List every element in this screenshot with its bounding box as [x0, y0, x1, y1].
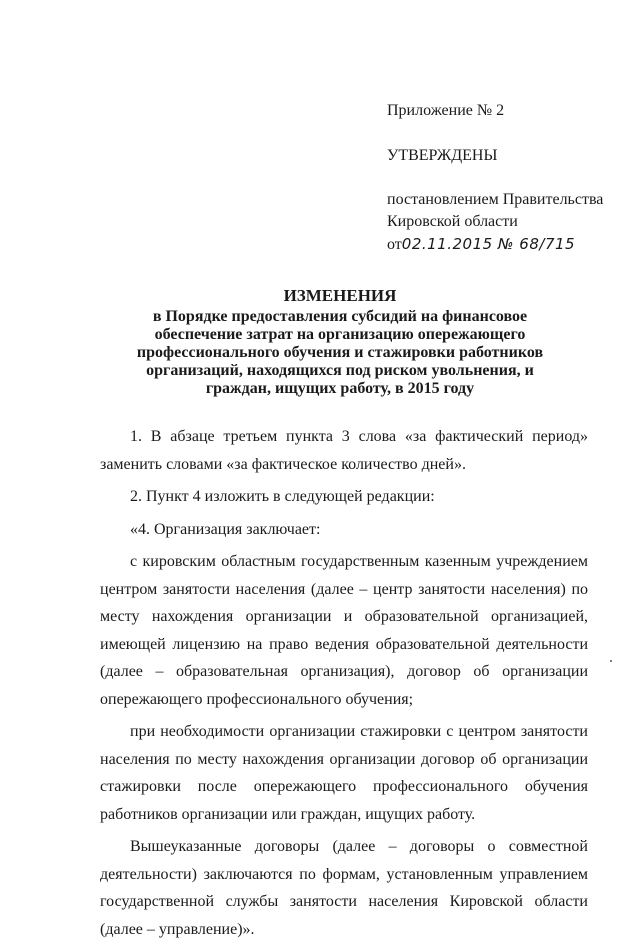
- paragraph-4: с кировским областным государственным казенным учреждением центром занятости населения (далее – центр занятости населения) по месту нахождения организации и образовательной организацией, имеющей лицензию на право ведения образовательной деятельности (далее – образовательная организация), договор об организации опережающего профессионального обучения;: [100, 553, 588, 708]
- approval-line-1: постановлением Правительства: [387, 191, 604, 208]
- paragraph-2: 2. Пункт 4 изложить в следующей редакции:: [130, 488, 435, 505]
- paragraph-1: 1. В абзаце третьем пункта 3 слова «за фактический период» заменить словами «за фактическое количество дней».: [100, 428, 588, 473]
- title-line-5: граждан, ищущих работу, в 2015 году: [205, 380, 475, 397]
- approval-block: [387, 100, 603, 256]
- paragraph-3: «4. Организация заключает:: [130, 520, 321, 538]
- title-line-1: в Порядке предоставления субсидий на финансовое: [152, 308, 528, 325]
- date-prefix: от: [387, 236, 402, 253]
- paragraph-6: Вышеуказанные договоры (далее – договоры о совместной деятельности) заключаются по формам, установленным управлением государственной службы занятости населения Кировской области (далее – управление)».: [100, 838, 588, 938]
- handwritten-date-number: 02.11.2015 № 68/715: [401, 235, 576, 253]
- scan-speck: [610, 660, 612, 662]
- paragraph-5: при необходимости организации стажировки с центром занятости населения по месту нахождения организации договор об организации стажировки после опережающего профессионального обучения работников организации или граждан, ищущих работу.: [100, 723, 588, 823]
- approval-line-2: Кировской области: [387, 213, 518, 230]
- title-line-2: обеспечение затрат на организацию опережающего: [154, 326, 526, 343]
- document-body: [100, 423, 588, 948]
- title-main: ИЗМЕНЕНИЯ: [283, 286, 397, 305]
- approval-date: [387, 233, 603, 256]
- approved-label: УТВЕРЖДЕНЫ: [387, 147, 498, 164]
- appendix-label: Приложение № 2: [387, 102, 505, 119]
- title-line-3: профессионального обучения и стажировки работников: [136, 344, 544, 361]
- title-line-4: организаций, находящихся под риском увольнения, и: [146, 362, 534, 379]
- document-title: [100, 287, 580, 398]
